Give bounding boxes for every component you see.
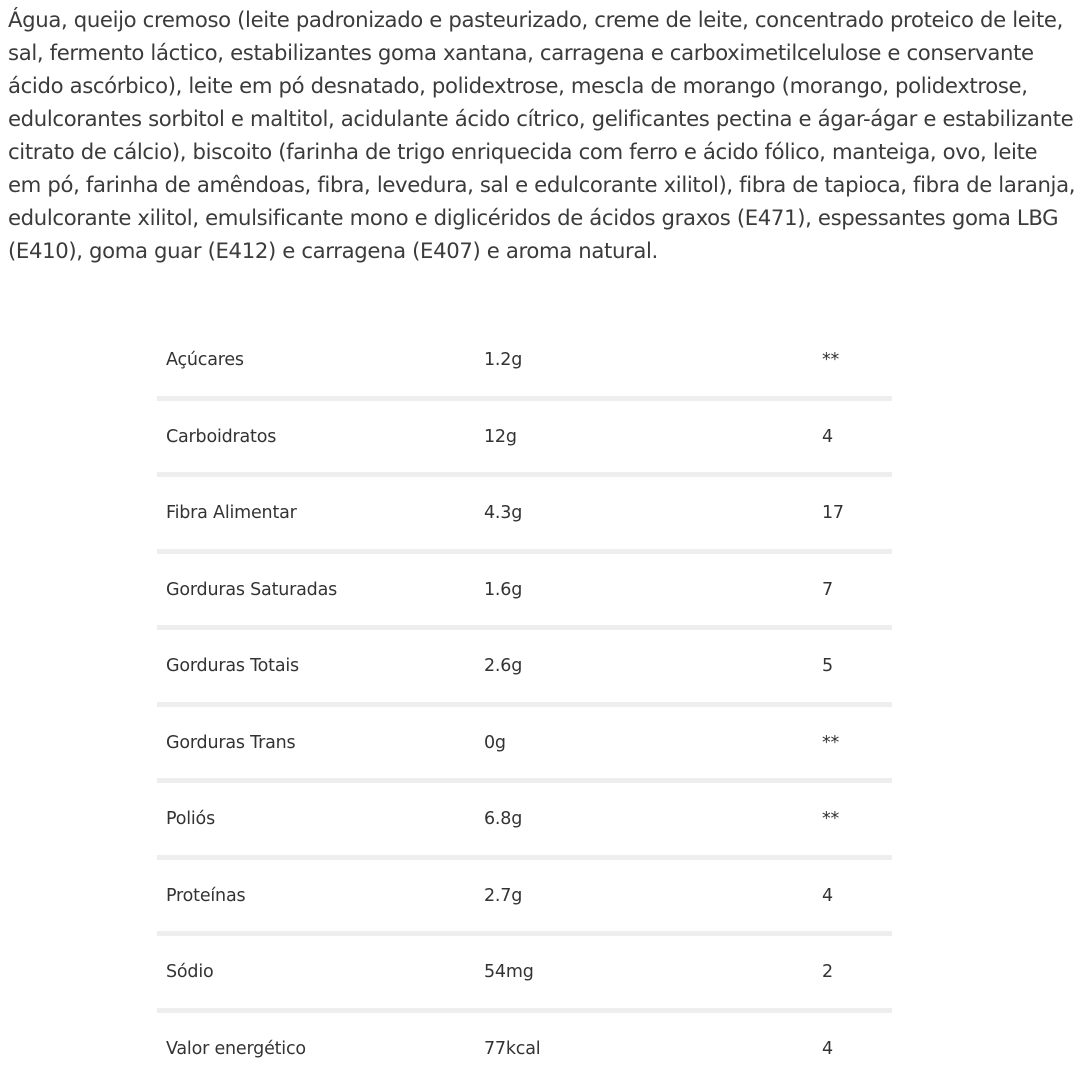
- nutrient-name: Poliós: [166, 809, 215, 829]
- table-row: [157, 936, 892, 1013]
- nutrient-daily-value: **: [822, 733, 839, 753]
- nutrient-name: Carboidratos: [166, 427, 276, 447]
- nutrient-name: Sódio: [166, 962, 214, 982]
- nutrient-daily-value: 5: [822, 656, 833, 676]
- nutrient-amount: 4.3g: [484, 503, 522, 523]
- nutrient-name: Açúcares: [166, 350, 244, 370]
- nutrient-amount: 2.7g: [484, 886, 522, 906]
- nutrient-daily-value: **: [822, 350, 839, 370]
- ingredients-paragraph: Água, queijo cremoso (leite padronizado e pasteurizado, creme de leite, concentrado proteico de leite, sal, fermento láctico, estabilizantes goma xantana, carragena e carboximetilcelulose e conservante ácido ascórbico), leite em pó desnatado, polidextrose, mescla de morango (morango, polidextrose, edulcorantes sorbitol e maltitol, acidulante ácido cítrico, gelificantes pectina e ágar-ágar e estabilizante citrato de cálcio), biscoito (farinha de trigo enriquecida com ferro e ácido fólico, manteiga, ovo, leite em pó, farinha de amêndoas, fibra, levedura, sal e edulcorante xilitol), fibra de tapioca, fibra de laranja, edulcorante xilitol, emulsificante mono e diglicéridos de ácidos graxos (E471), espessantes goma LBG (E410), goma guar (E412) e carragena (E407) e aroma natural.: [8, 3, 1076, 267]
- table-row: [157, 783, 892, 860]
- nutrient-daily-value: 4: [822, 427, 833, 447]
- nutrient-name: Gorduras Totais: [166, 656, 299, 676]
- table-row: [157, 477, 892, 554]
- nutrient-daily-value: **: [822, 809, 839, 829]
- nutrient-amount: 1.2g: [484, 350, 522, 370]
- table-row: [157, 324, 892, 401]
- nutrient-amount: 0g: [484, 733, 506, 753]
- nutrient-name: Gorduras Trans: [166, 733, 295, 753]
- table-row: [157, 401, 892, 478]
- nutrient-amount: 12g: [484, 427, 517, 447]
- table-row: [157, 707, 892, 784]
- nutrient-daily-value: 4: [822, 1039, 833, 1059]
- nutrient-daily-value: 17: [822, 503, 844, 523]
- nutrient-amount: 54mg: [484, 962, 534, 982]
- nutrient-name: Fibra Alimentar: [166, 503, 297, 523]
- nutrient-amount: 77kcal: [484, 1039, 540, 1059]
- table-row: [157, 554, 892, 631]
- nutrient-name: Proteínas: [166, 886, 245, 906]
- nutrient-name: Valor energético: [166, 1039, 306, 1059]
- nutrient-amount: 1.6g: [484, 580, 522, 600]
- nutrient-daily-value: 7: [822, 580, 833, 600]
- table-row: [157, 630, 892, 707]
- nutrition-table: [157, 324, 892, 1089]
- table-row: [157, 860, 892, 937]
- nutrient-amount: 6.8g: [484, 809, 522, 829]
- nutrient-daily-value: 2: [822, 962, 833, 982]
- nutrient-name: Gorduras Saturadas: [166, 580, 337, 600]
- table-row: [157, 1013, 892, 1089]
- nutrient-daily-value: 4: [822, 886, 833, 906]
- nutrient-amount: 2.6g: [484, 656, 522, 676]
